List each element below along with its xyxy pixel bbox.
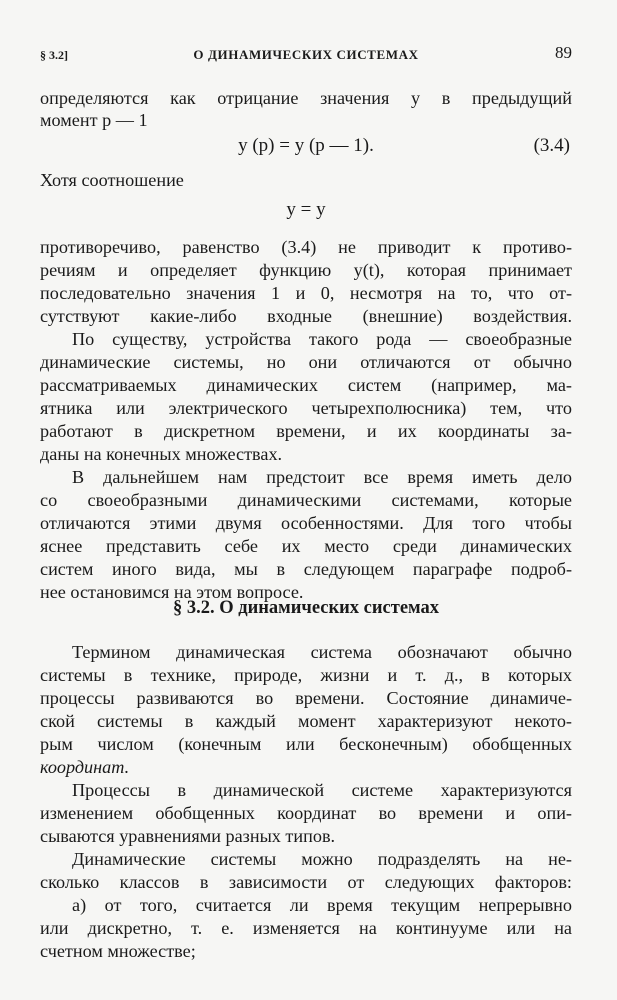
running-header xyxy=(40,42,572,66)
text-line: последовательно значения 1 и 0, несмотря на то, что от- xyxy=(40,283,572,303)
text-line: момент p — 1 xyxy=(40,110,148,130)
text-line: Динамические системы можно подразделять на не- xyxy=(72,849,572,869)
text-line: рассматриваемых динамических систем (например, ма- xyxy=(40,375,572,395)
text-line: противоречиво, равенство (3.4) не приводит к противо- xyxy=(40,237,572,257)
text-line: процессы развиваются во времени. Состояние динамиче- xyxy=(40,688,572,708)
text-line: отличаются этими двумя особенностями. Для того чтобы xyxy=(40,513,572,533)
section-heading: § 3.2. О динамических системах xyxy=(172,598,440,618)
text-line: координат. xyxy=(40,757,130,777)
text-line: счетном множестве; xyxy=(40,941,196,961)
equation-number: (3.4) xyxy=(533,135,570,156)
header-title: О ДИНАМИЧЕСКИХ СИСТЕМАХ xyxy=(193,47,419,62)
book-page xyxy=(40,0,572,1000)
equation-y-equals-not-y xyxy=(40,196,572,224)
text-line: сколько классов в зависимости от следующих факторов: xyxy=(40,872,572,892)
text-line: или дискретно, т. е. изменяется на континууме или на xyxy=(40,918,572,938)
text-line: системы в технике, природе, жизни и т. д., в которых xyxy=(40,665,572,685)
text-line: определяются как отрицание значения y в предыдущий xyxy=(40,88,572,108)
text-line: Хотя соотношение xyxy=(40,170,184,190)
text-line: яснее представить себе их место среди динамических xyxy=(40,536,572,556)
text-line: сутствуют какие-либо входные (внешние) воздействия. xyxy=(40,306,572,326)
text-line: В дальнейшем нам предстоит все время иметь дело xyxy=(72,467,572,487)
text-line: сываются уравнениями разных типов. xyxy=(40,826,336,846)
page-number: 89 xyxy=(555,43,572,62)
text-line: нее остановимся на этом вопросе. xyxy=(40,582,304,602)
text-line: речиям и определяет функцию y(t), которая принимает xyxy=(40,260,572,280)
text-line: Термином динамическая система обозначают обычно xyxy=(72,642,572,662)
text-line: систем иного вида, мы в следующем параграфе подроб- xyxy=(40,559,572,579)
equation-expression: y = y xyxy=(286,199,326,220)
text-line: ской системы в каждый момент характеризуют некото- xyxy=(40,711,572,731)
equation-expression: y (p) = y (p — 1). xyxy=(238,135,374,156)
text-line: ятника или электрического четырехполюсника) тем, что xyxy=(40,398,572,418)
text-line: Процессы в динамической системе характеризуются xyxy=(72,780,572,800)
text-line: работают в дискретном времени, и их координаты за- xyxy=(40,421,572,441)
text-line: рым числом (конечным или бесконечным) обобщенных xyxy=(40,734,572,754)
text-line: динамические системы, но они отличаются от обычно xyxy=(40,352,572,372)
header-section-ref: § 3.2] xyxy=(40,48,68,62)
text-line: а) от того, считается ли время текущим непрерывно xyxy=(72,895,572,915)
text-line: По существу, устройства такого рода — своеобразные xyxy=(72,329,572,349)
text-line: со своеобразными динамическими системами, которые xyxy=(40,490,572,510)
text-line: даны на конечных множествах. xyxy=(40,444,283,464)
equation-3-4 xyxy=(40,132,572,160)
text-line: изменением обобщенных координат во времени и опи- xyxy=(40,803,572,823)
